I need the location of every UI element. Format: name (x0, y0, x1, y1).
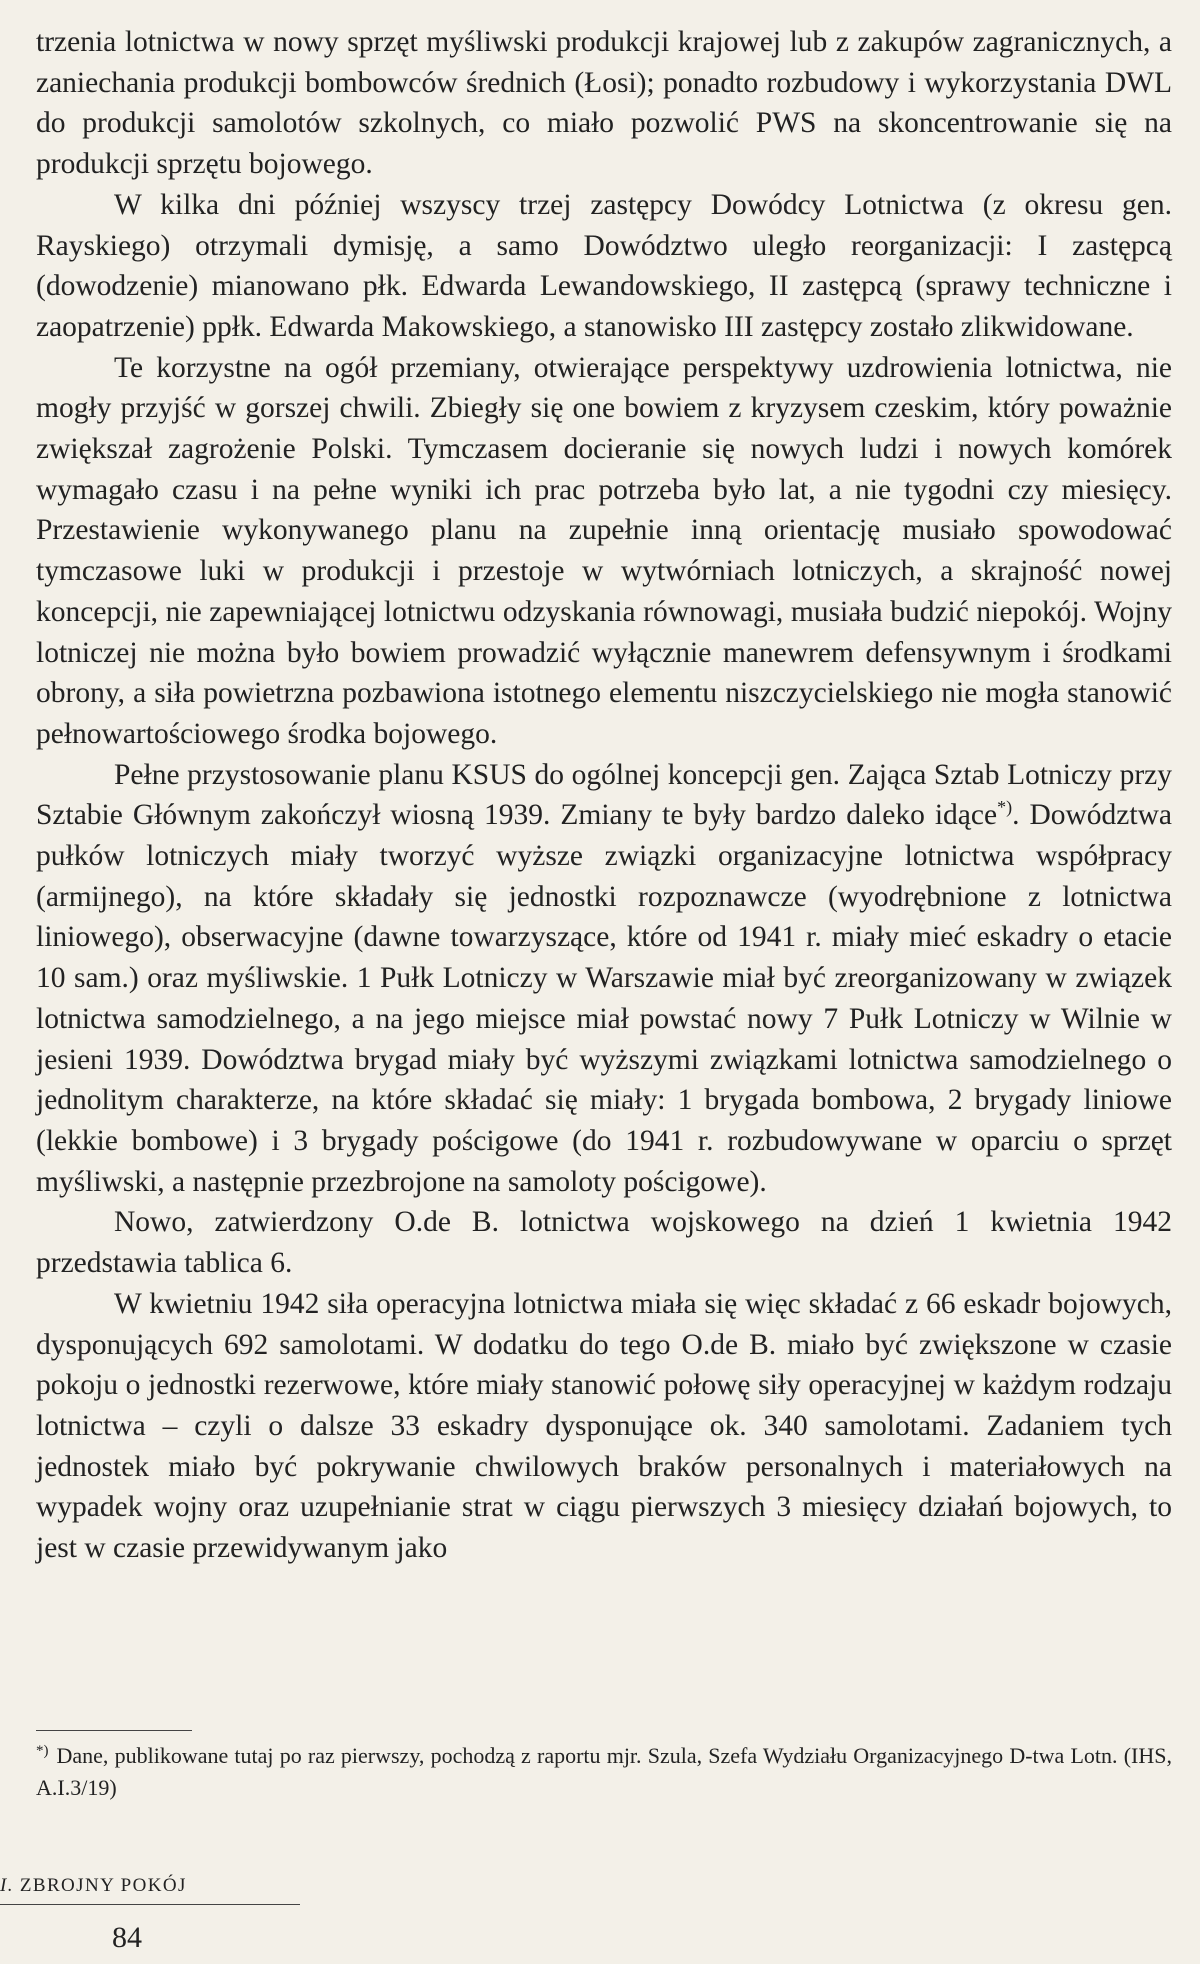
running-footer-title: ZBROJNY POKÓJ (19, 1875, 187, 1896)
paragraph-4-after: . Dowództwa pułków lotniczych miały tworzyć wyższe związki organizacyjne lotnictwa współpracy (armijnego), na które składały się jednostki rozpoznawcze (wyodrębnione z lotnictwa liniowego), obserwacyjne (dawne towarzyszące, które od 1941 r. miały mieć eskadry o etacie 10 sam.) oraz myśliwskie. 1 Pułk Lotniczy w Warszawie miał być zreorganizowany w związek lotnictwa samodzielnego, a na jego miejsce miał powstać nowy 7 Pułk Lotniczy w Wilnie w jesieni 1939. Dowództwa brygad miały być wyższymi związkami lotnictwa samodzielnego o jednolitym charakterze, na które składać się miały: 1 brygada bombowa, 2 brygady liniowe (lekkie bombowe) i 3 brygady pościgowe (do 1941 r. rozbudowywane w oparciu o sprzęt myśliwski, a następnie przezbrojone na samoloty pościgowe). (36, 799, 1172, 1198)
main-text (36, 22, 1172, 1569)
footer-rule (0, 1904, 300, 1905)
paragraph-6: W kwietniu 1942 siła operacyjna lotnictwa miała się więc składać z 66 eskadr bojowych, dysponujących 692 samolotami. W dodatku do tego O.de B. miało być zwiększone w czasie pokoju o jednostki rezerwowe, które miały stanowić połowę siły operacyjnej w każdym rodzaju lotnictwa – czyli o dalsze 33 eskadry dysponujące ok. 340 samolotami. Zadaniem tych jednostek miało być pokrywanie chwilowych braków personalnych i materiałowych na wypadek wojny oraz uzupełnianie strat w ciągu pierwszych 3 miesięcy działań bojowych, to jest w czasie przewidywanym jako (36, 1287, 1172, 1565)
footnote-reference: *) (997, 797, 1013, 818)
page-number: 84 (112, 1921, 142, 1954)
footnote-text: Dane, publikowane tutaj po raz pierwszy, pochodzą z raportu mjr. Szula, Szefa Wydziału Organizacyjnego D-twa Lotn. (IHS, A.I.3/19) (36, 1743, 1172, 1800)
paragraph-4 (36, 755, 1172, 1203)
footnote-separator (36, 1730, 192, 1731)
paragraph-3: Te korzystne na ogół przemiany, otwierające perspektywy uzdrowienia lotnictwa, nie mogły przyjść w gorszej chwili. Zbiegły się one bowiem z kryzysem czeskim, który poważnie zwiększał zagrożenie Polski. Tymczasem docieranie się nowych ludzi i nowych komórek wymagało czasu i na pełne wyniki ich prac potrzeba było lat, a nie tygodni czy miesięcy. Przestawienie wykonywanego planu na zupełnie inną orientację musiało spowodować tymczasowe luki w produkcji i przestoje w wytwórniach lotniczych, a skrajność nowej koncepcji, nie zapewniającej lotnictwu odzyskania równowagi, musiała budzić niepokój. Wojny lotniczej nie można było bowiem prowadzić wyłącznie manewrem defensywnym i środkami obrony, a siła powietrzna pozbawiona istotnego elementu niszczycielskiego nie mogła stanowić pełnowartościowego środka bojowego. (36, 351, 1172, 750)
paragraph-1: trzenia lotnictwa w nowy sprzęt myśliwski produkcji krajowej lub z zakupów zagranicznych, a zaniechania produkcji bombowców średnich (Łosi); ponadto rozbudowy i wykorzystania DWL do produkcji samolotów szkolnych, co miało pozwolić PWS na skoncentrowanie się na produkcji sprzętu bojowego. (36, 26, 1172, 181)
running-footer (0, 1875, 300, 1897)
paragraph-5: Nowo, zatwierdzony O.de B. lotnictwa wojskowego na dzień 1 kwietnia 1942 przedstawia tablica 6. (36, 1206, 1172, 1280)
footnote-marker: *) (36, 1742, 49, 1759)
paragraph-2: W kilka dni później wszyscy trzej zastępcy Dowódcy Lotnictwa (z okresu gen. Rayskiego) otrzymali dymisję, a samo Dowództwo uległo reorganizacji: I zastępcą (dowodzenie) mianowano płk. Edwarda Lewandowskiego, II zastępcą (sprawy techniczne i zaopatrzenie) ppłk. Edwarda Makowskiego, a stanowisko III zastępcy zostało zlikwidowane. (36, 188, 1172, 343)
paragraph-4-before: Pełne przystosowanie planu KSUS do ogólnej koncepcji gen. Zająca Sztab Lotniczy przy Sztabie Głównym zakończył wiosną 1939. Zmiany te były bardzo daleko idące (36, 758, 1172, 832)
footnote (36, 1740, 1172, 1804)
running-footer-part: I. (0, 1875, 14, 1896)
